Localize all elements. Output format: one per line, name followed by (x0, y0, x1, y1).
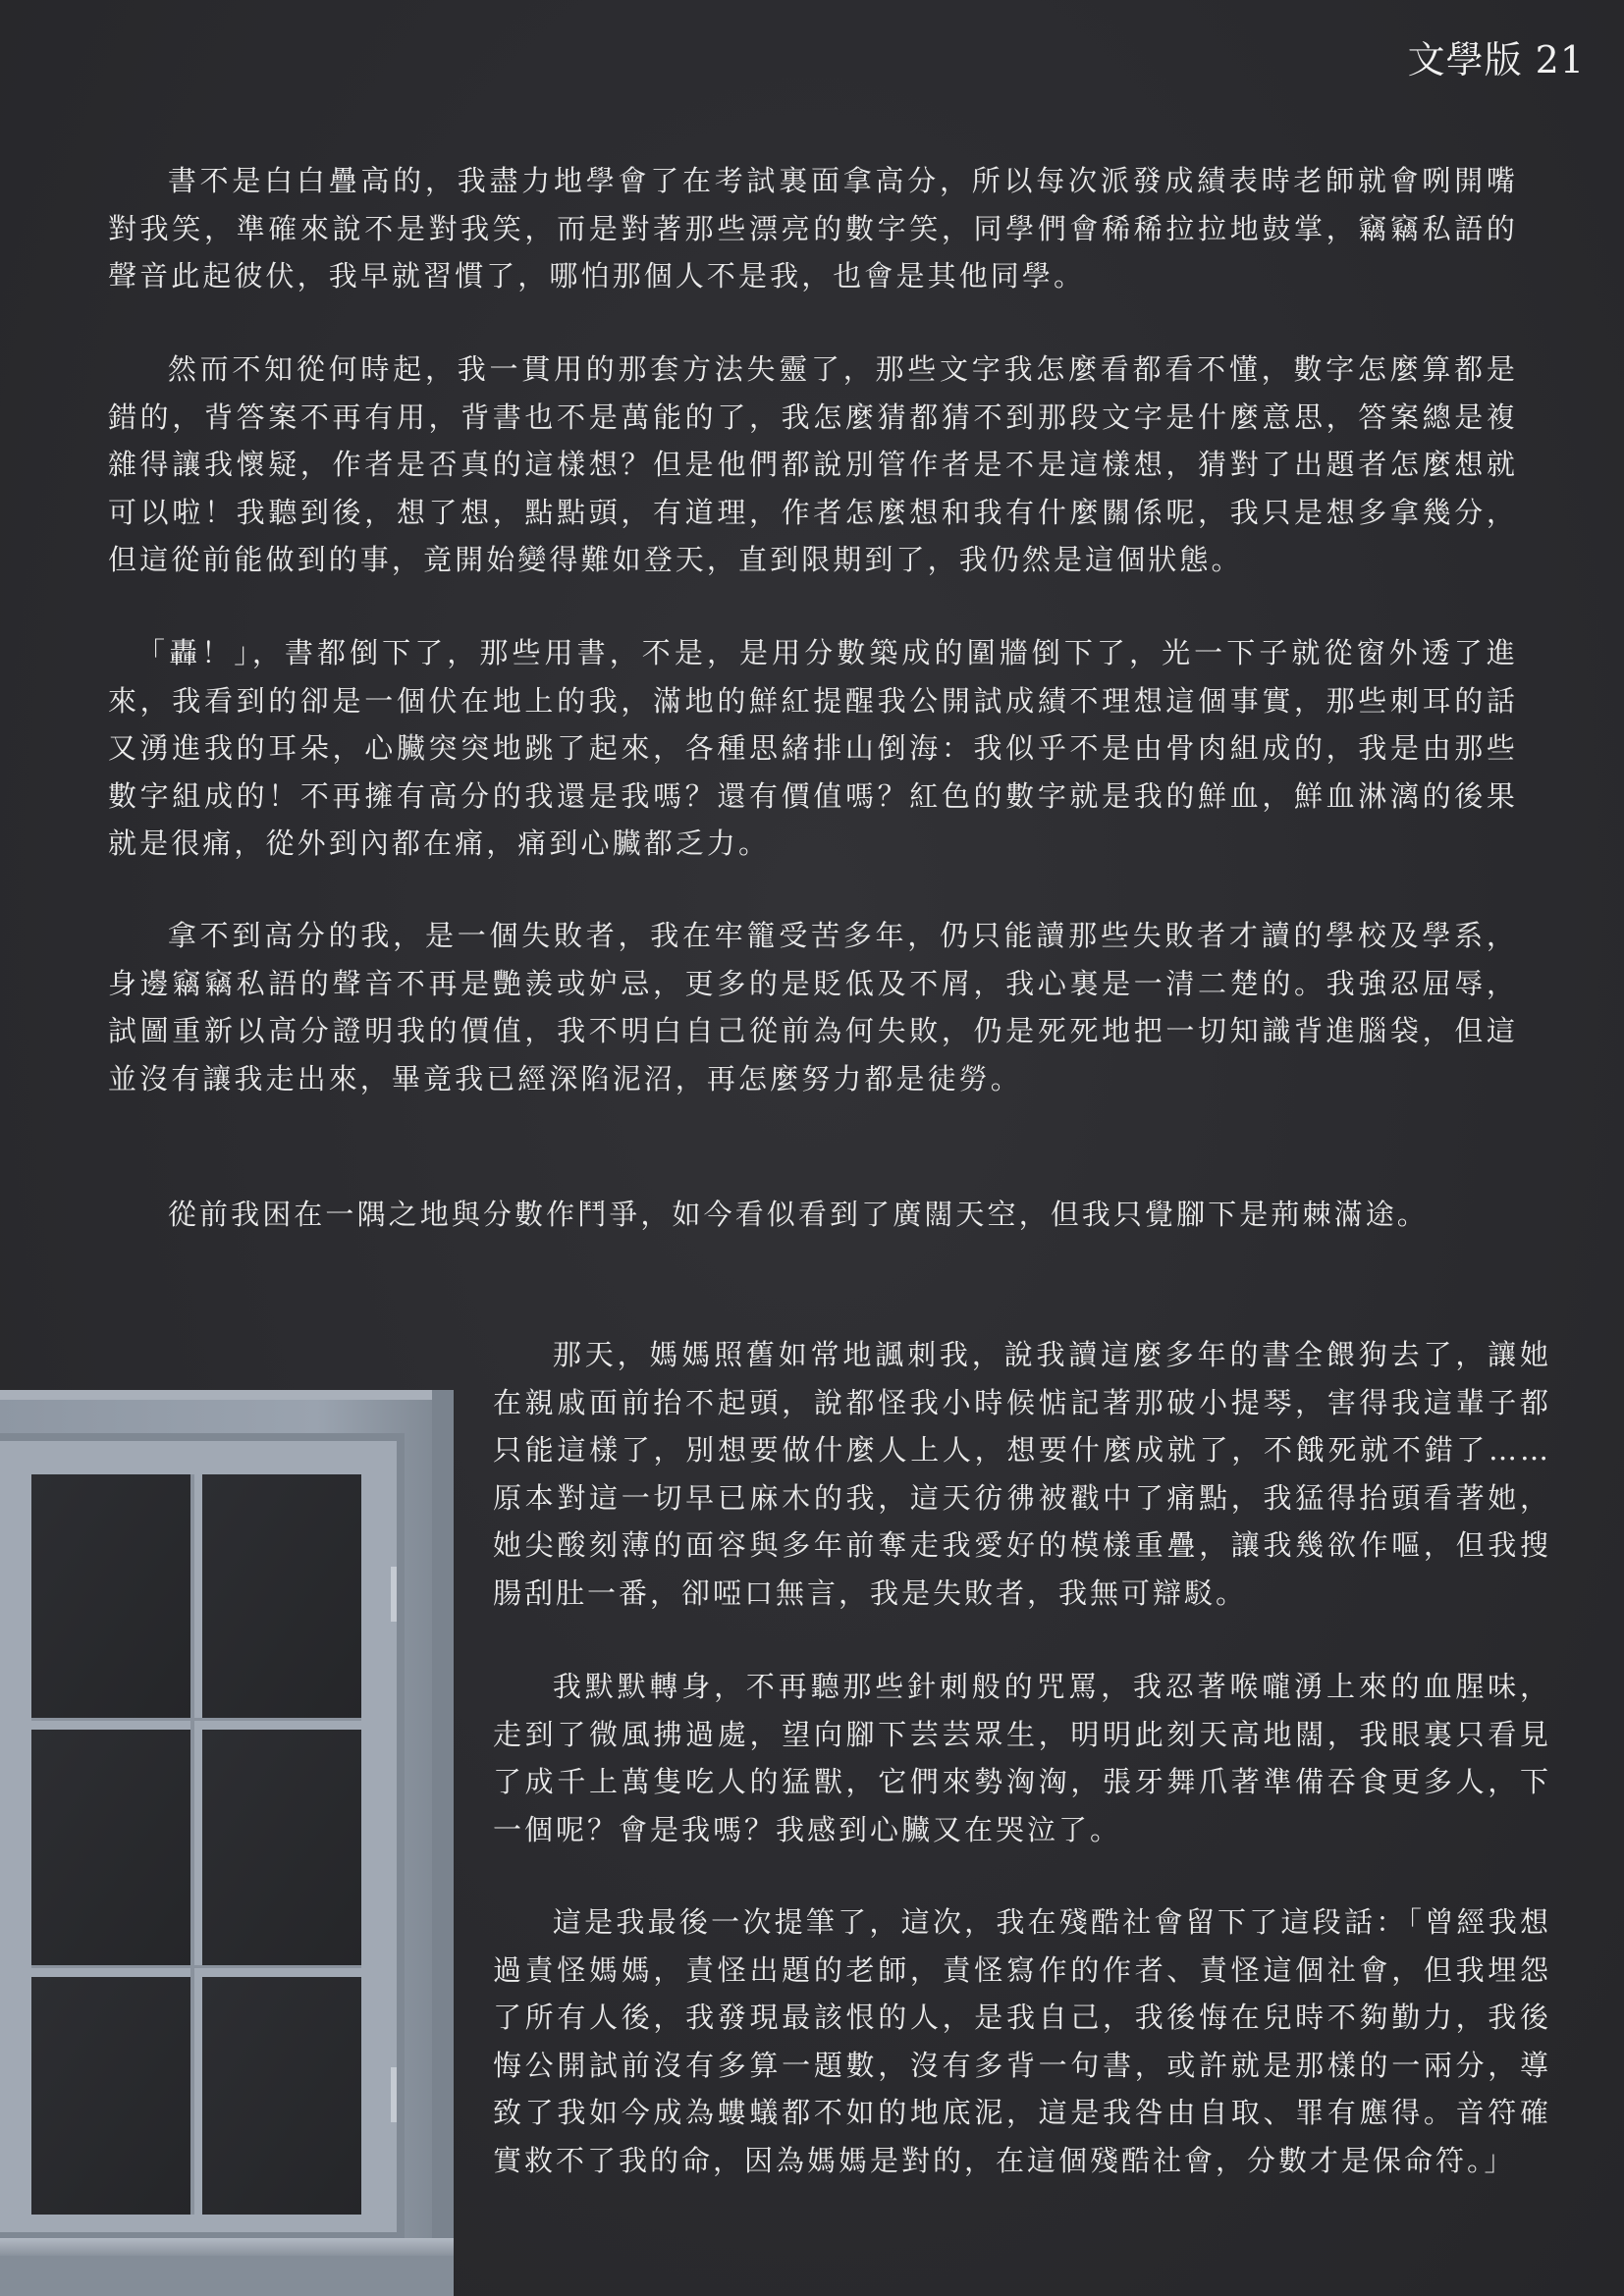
paragraph-1: 書不是白白疊高的，我盡力地學會了在考試裏面拿高分，所以每次派發成績表時老師就會咧開嘴對我笑，準確來說不是對我笑，而是對著那些漂亮的數字笑，同學們會稀稀拉拉地鼓掌，竊竊私語的聲音此起彼伏，我早就習慣了，哪怕那個人不是我，也會是其他同學。 (108, 164, 1518, 293)
page-header-section: 文學版 21 (1407, 38, 1585, 81)
paragraph-4: 拿不到高分的我，是一個失敗者，我在牢籠受苦多年，仍只能讀那些失敗者才讀的學校及學系，身邊竊竊私語的聲音不再是艷羨或妒忌，更多的是貶低及不屑，我心裏是一清二楚的。我強忍屈辱，試圖重新以高分證明我的價值，我不明白自己從前為何失敗，仍是死死地把一切知識背進腦袋，但這並沒有讓我走出來，畢竟我已經深陷泥沼，再怎麼努力都是徒勞。 (108, 919, 1518, 1095)
paragraph-8: 這是我最後一次提筆了，這次，我在殘酷社會留下了這段話：「曾經我想過責怪媽媽，責怪出題的老師，責怪寫作的作者、責怪這個社會，但我埋怨了所有人後，我發現最該恨的人，是我自己，我後悔在兒時不夠勤力，我後悔公開試前沒有多算一題數，沒有多背一句書，或許就是那樣的一兩分，導致了我如今成為螻蟻都不如的地底泥，這是我咎由自取、罪有應得。音符確實救不了我的命，因為媽媽是對的，在這個殘酷社會，分數才是保命符。」 (493, 1905, 1551, 2177)
paragraph-6: 那天，媽媽照舊如常地諷刺我，說我讀這麼多年的書全餵狗去了，讓她在親戚面前抬不起頭，說都怪我小時候惦記著那破小提琴，害得我這輩子都只能這樣了，別想要做什麼人上人，想要什麼成就了，不餓死就不錯了……原本對這一切早已麻木的我，這天彷彿被戳中了痛點，我猛得抬頭看著她，她尖酸刻薄的面容與多年前奪走我愛好的模樣重疊，讓我幾欲作嘔，但我搜腸刮肚一番，卻啞口無言，我是失敗者，我無可辯駁。 (493, 1338, 1551, 1610)
paragraph-2: 然而不知從何時起，我一貫用的那套方法失靈了，那些文字我怎麼看都看不懂，數字怎麼算都是錯的，背答案不再有用，背書也不是萬能的了，我怎麼猜都猜不到那段文字是什麼意思，答案總是複雜得讓我懷疑，作者是否真的這樣想？但是他們都說別管作者是不是這樣想，猜對了出題者怎麼想就可以啦！我聽到後，想了想，點點頭，有道理，作者怎麼想和我有什麼關係呢，我只是想多拿幾分，但這從前能做到的事，竟開始變得難如登天，直到限期到了，我仍然是這個狀態。 (108, 352, 1518, 576)
paragraph-7: 我默默轉身，不再聽那些針刺般的咒罵，我忍著喉嚨湧上來的血腥味，走到了微風拂過處，望向腳下芸芸眾生，明明此刻天高地闊，我眼裏只看見了成千上萬隻吃人的猛獸，它們來勢洶洶，張牙舞爪著準備吞食更多人，下一個呢？會是我嗎？我感到心臟又在哭泣了。 (493, 1670, 1551, 1846)
paragraph-3: 「轟！」，書都倒下了，那些用書，不是，是用分數築成的圍牆倒下了，光一下子就從窗外透了進來，我看到的卻是一個伏在地上的我，滿地的鮮紅提醒我公開試成績不理想這個事實，那些刺耳的話又湧進我的耳朵，心臟突突地跳了起來，各種思緒排山倒海：我似乎不是由骨肉組成的，我是由那些數字組成的！不再擁有高分的我還是我嗎？還有價值嗎？紅色的數字就是我的鮮血，鮮血淋漓的後果就是很痛，從外到內都在痛，痛到心臟都乏力。 (108, 636, 1518, 860)
window-illustration (0, 1390, 454, 2296)
paragraph-5: 從前我困在一隅之地與分數作鬥爭，如今看似看到了廣闊天空，但我只覺腳下是荊棘滿途。 (167, 1198, 1429, 1231)
